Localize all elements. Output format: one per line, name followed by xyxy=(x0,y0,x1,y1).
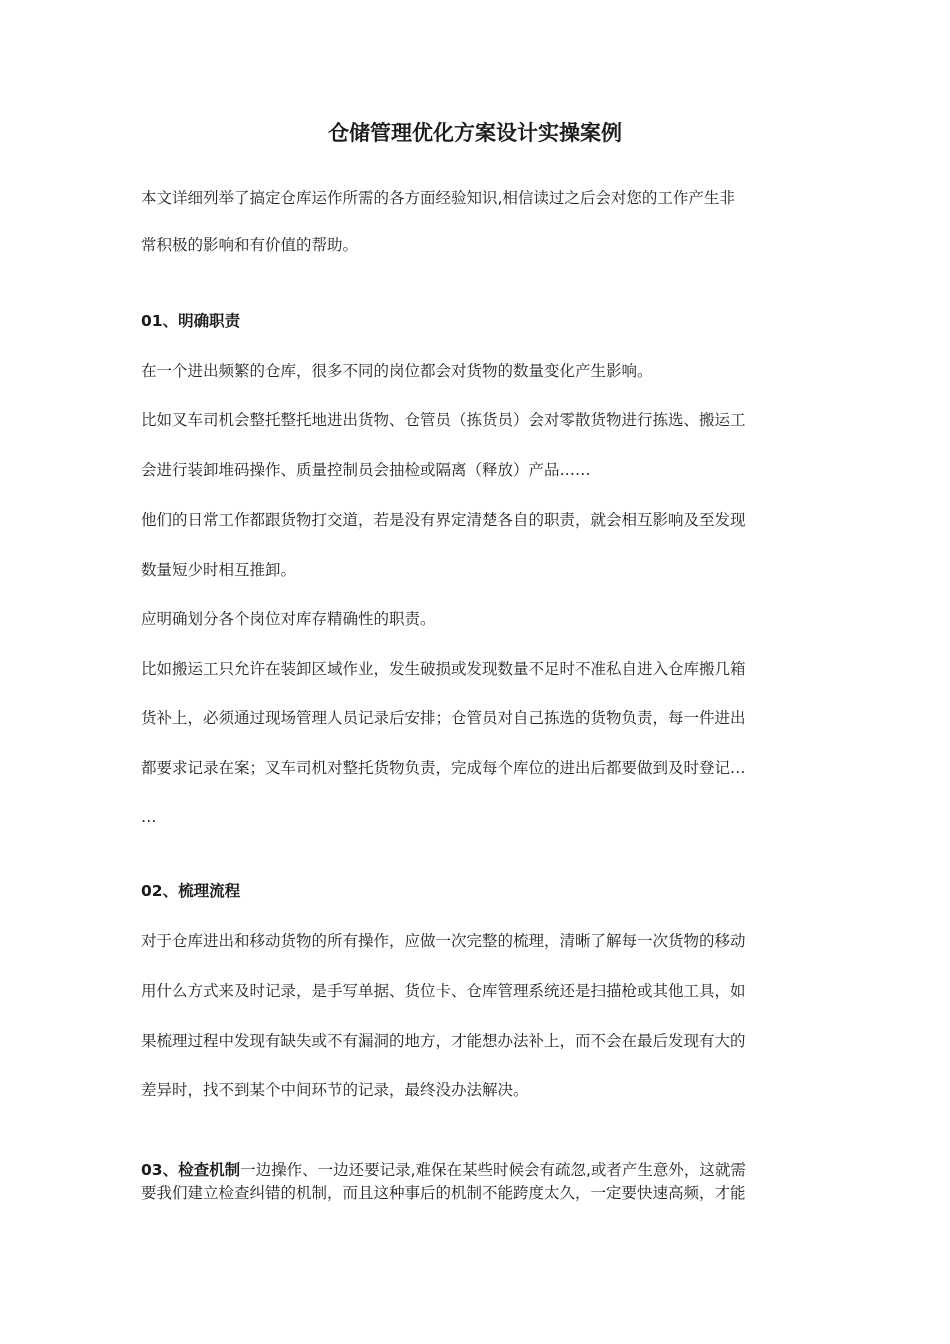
section-1-line-3: 会进行装卸堆码操作、质量控制员会抽检或隔离（释放）产品…… xyxy=(141,461,591,479)
section-1-line-7: 比如搬运工只允许在装卸区域作业，发生破损或发现数量不足时不准私自进入仓库搬几箱 xyxy=(141,660,746,678)
section-2-line-1: 对于仓库进出和移动货物的所有操作，应做一次完整的梳理，清晰了解每一次货物的移动 xyxy=(141,932,746,950)
section-1-line-10: … xyxy=(141,808,157,826)
section-1-line-4: 他们的日常工作都跟货物打交道，若是没有界定清楚各自的职责，就会相互影响及至发现 xyxy=(141,511,746,529)
intro-line-1: 本文详细列举了搞定仓库运作所需的各方面经验知识,相信读过之后会对您的工作产生非 xyxy=(141,189,735,207)
section-2-line-2: 用什么方式来及时记录，是手写单据、货位卡、仓库管理系统还是扫描枪或其他工具，如 xyxy=(141,982,746,1000)
section-2-line-3: 果梳理过程中发现有缺失或不有漏洞的地方，才能想办法补上，而不会在最后发现有大的 xyxy=(141,1032,746,1050)
section-3-line-1: 一边操作、一边还要记录,难保在某些时候会有疏忽,或者产生意外，这就需 xyxy=(240,1161,746,1179)
section-1-line-2: 比如叉车司机会整托整托地进出货物、仓管员（拣货员）会对零散货物进行拣选、搬运工 xyxy=(141,411,746,429)
section-3-line-2: 要我们建立检查纠错的机制，而且这种事后的机制不能跨度太久，一定要快速高频，才能 xyxy=(141,1184,746,1202)
intro-line-2: 常积极的影响和有价值的帮助。 xyxy=(141,236,359,254)
section-3-first-line xyxy=(141,1158,811,1182)
section-1-line-9: 都要求记录在案；叉车司机对整托货物负责，完成每个库位的进出后都要做到及时登记… xyxy=(141,759,746,777)
section-2-line-4: 差异时，找不到某个中间环节的记录，最终没办法解决。 xyxy=(141,1081,529,1099)
section-1-line-1: 在一个进出频繁的仓库，很多不同的岗位都会对货物的数量变化产生影响。 xyxy=(141,362,653,380)
section-1-line-8: 货补上，必须通过现场管理人员记录后安排；仓管员对自己拣选的货物负责，每一件进出 xyxy=(141,709,746,727)
document-title: 仓储管理优化方案设计实操案例 xyxy=(328,121,622,145)
section-1-line-6: 应明确划分各个岗位对库存精确性的职责。 xyxy=(141,610,436,628)
section-2-heading: 02、梳理流程 xyxy=(141,882,241,900)
section-1-heading: 01、明确职责 xyxy=(141,312,241,330)
section-1-line-5: 数量短少时相互推卸。 xyxy=(141,561,297,579)
section-3-heading: 03、检查机制 xyxy=(141,1161,241,1179)
